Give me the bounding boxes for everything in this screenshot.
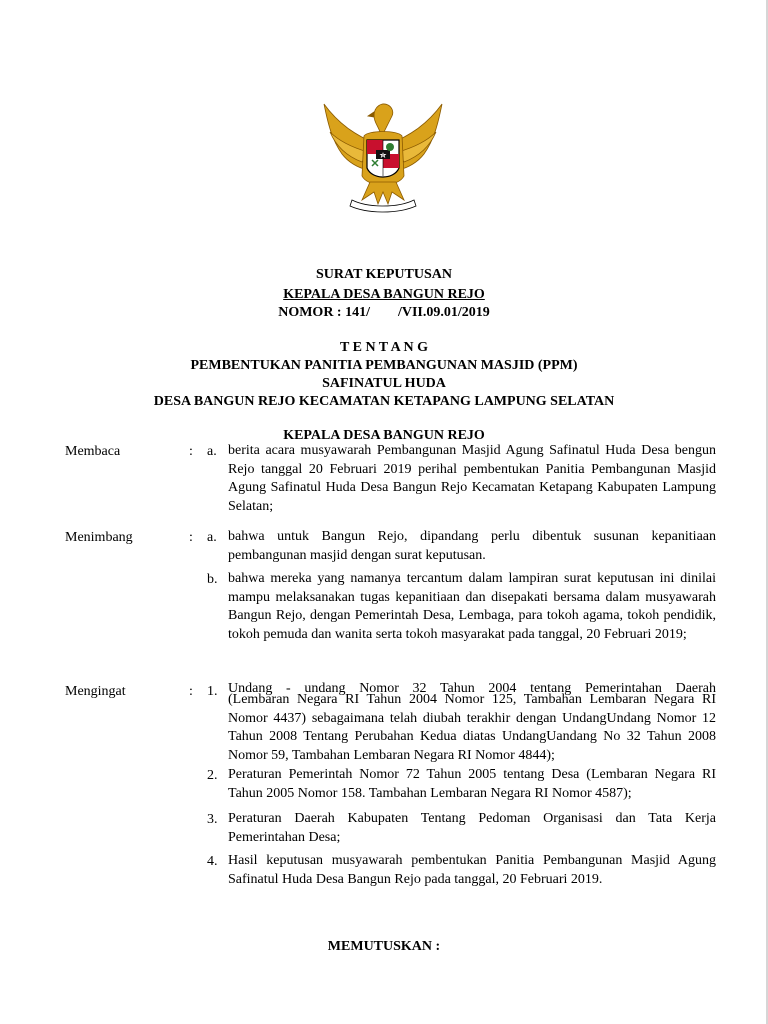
membaca-label: Membaca (65, 444, 121, 459)
document-number: NOMOR : 141/ /VII.09.01/2019 (278, 305, 490, 320)
menimbang-b-marker: b. (207, 572, 218, 587)
menimbang-label: Menimbang (65, 530, 133, 545)
memutuskan-heading: MEMUTUSKAN : (327, 939, 441, 954)
mengingat-3-marker: 3. (207, 812, 218, 827)
mengingat-1-text: (Lembaran Negara RI Tahun 2004 Nomor 125, Tambahan Lembaran Negara RI Nomor 4437) sebagaimana telah diubah terakhir dengan UndangUndang Nomor 12 Tahun 2008 Tentang Perubahan Kedua diatas UndangUandang No 32 Tahun 2008 Nomor 59, Tambahan Lembaran Negara RI Nomor 4844); (228, 692, 716, 763)
mengingat-label: Mengingat (65, 684, 126, 699)
membaca-a-marker: a. (207, 444, 217, 459)
official-title: KEPALA DESA BANGUN REJO (283, 428, 485, 443)
mengingat-1-marker: 1. (207, 684, 218, 699)
mengingat-4-text: Hasil keputusan musyawarah pembentukan Panitia Pembangunan Masjid Agung Safinatul Huda Desa Bangun Rejo pada tanggal, 20 Februari 2019. (228, 853, 716, 887)
menimbang-a-marker: a. (207, 530, 217, 545)
issuing-office-text: KEPALA DESA BANGUN REJO (283, 287, 485, 302)
mengingat-colon: : (189, 684, 193, 699)
membaca-colon: : (189, 444, 193, 459)
garuda-pancasila-emblem-icon (318, 96, 448, 216)
document-type: SURAT KEPUTUSAN (315, 267, 452, 282)
mengingat-4-marker: 4. (207, 854, 218, 869)
subject-line-3: DESA BANGUN REJO KECAMATAN KETAPANG LAMPUNG SELATAN (153, 394, 615, 409)
menimbang-b-text: bahwa mereka yang namanya tercantum dalam lampiran surat keputusan ini dinilai mampu melaksanakan tugas kepanitiaan dan disepakati bersama dalam musyawarah Bangun Rejo, dengan Pemerintah Desa, Lembaga, para tokoh agama, tokoh pendidik, tokoh pemuda dan wanita serta tokoh masyarakat pada tanggal, 20 Februari 2019; (228, 571, 716, 642)
mengingat-2-marker: 2. (207, 768, 218, 783)
mengingat-3-text: Peraturan Daerah Kabupaten Tentang Pedoman Organisasi dan Tata Kerja Pemerintahan Desa; (228, 811, 716, 845)
subject-line-2: SAFINATUL HUDA (322, 376, 446, 391)
issuing-office (0, 286, 768, 304)
tentang-heading: T E N T A N G (340, 340, 428, 355)
mengingat-1-overlap-text: Undang - undang Nomor 32 Tahun 2004 tentang Pemerintahan Daerah (228, 681, 716, 696)
menimbang-colon: : (189, 530, 193, 545)
subject-line-1: PEMBENTUKAN PANITIA PEMBANGUNAN MASJID (PPM) (190, 358, 578, 373)
mengingat-2-text: Peraturan Pemerintah Nomor 72 Tahun 2005 tentang Desa (Lembaran Negara RI Tahun 2005 Nomor 158. Tambahan Lembaran Negara RI Nomor 4587); (228, 767, 716, 801)
membaca-a-text: berita acara musyawarah Pembangunan Masjid Agung Safinatul Huda Desa bengun Rejo tanggal 20 Februari 2019 perihal pembentukan Panitia Pembangunan Masjid Agung Safinatul Huda Desa Bangun Rejo Kecamatan Ketapang Kabupaten Lampung Selatan; (228, 443, 716, 514)
menimbang-a-text: bahwa untuk Bangun Rejo, dipandang perlu dibentuk susunan kepanitiaan pembangunan masjid dengan surat keputusan. (228, 529, 716, 563)
